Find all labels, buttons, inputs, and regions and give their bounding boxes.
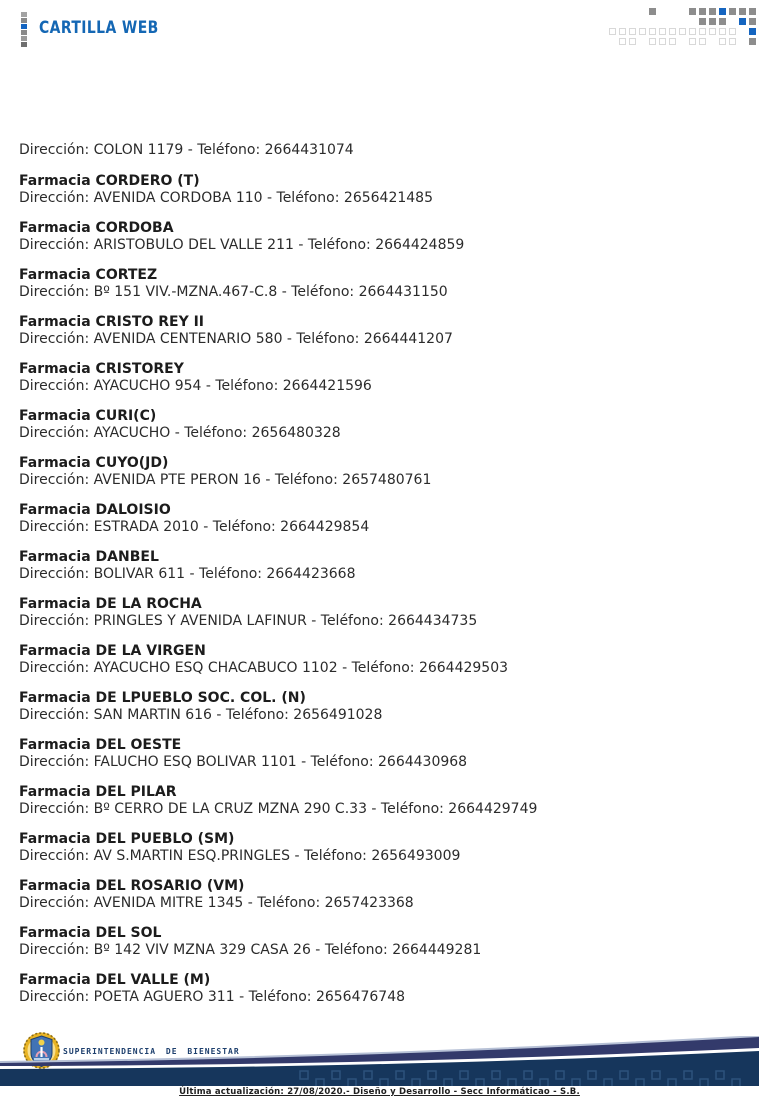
- pharmacy-name: Farmacia CRISTO REY II: [19, 314, 204, 330]
- pharmacy-entry: [19, 267, 749, 301]
- pharmacy-name: Farmacia CUYO(JD): [19, 455, 169, 471]
- page-footer: [0, 1026, 759, 1101]
- pharmacy-entries: [19, 173, 749, 1006]
- mosaic-square: [689, 38, 696, 45]
- mosaic-square: [699, 28, 706, 35]
- pharmacy-name: Farmacia CRISTOREY: [19, 361, 184, 377]
- mosaic-square: [619, 38, 626, 45]
- pharmacy-name: Farmacia DEL OESTE: [19, 737, 182, 753]
- pharmacy-address-phone: Dirección: Bº 151 VIV.-MZNA.467-C.8 - Teléfono: 2664431150: [19, 284, 448, 300]
- cartilla-web-logo: [21, 12, 185, 47]
- pharmacy-name: Farmacia DE LPUEBLO SOC. COL. (N): [19, 690, 306, 706]
- pharmacy-entry: [19, 925, 749, 959]
- pharmacy-name: Farmacia DANBEL: [19, 549, 159, 565]
- last-update-note: Última actualización: 27/08/2020.- Diseño y Desarrollo - Secc Informáticao - S.B.: [179, 1087, 580, 1097]
- pharmacy-entry: [19, 314, 749, 348]
- mosaic-square: [719, 38, 726, 45]
- mosaic-square: [689, 8, 696, 15]
- pharmacy-entry: [19, 831, 749, 865]
- pharmacy-name: Farmacia DE LA ROCHA: [19, 596, 202, 612]
- pharmacy-name: Farmacia DEL PUEBLO (SM): [19, 831, 235, 847]
- pharmacy-entry: [19, 502, 749, 536]
- pharmacy-name: Farmacia DEL SOL: [19, 925, 162, 941]
- mosaic-square: [669, 38, 676, 45]
- pharmacy-address-phone: Dirección: AYACUCHO - Teléfono: 2656480328: [19, 425, 341, 441]
- pharmacy-entry: [19, 220, 749, 254]
- mosaic-square: [689, 28, 696, 35]
- pharmacy-address-phone: Dirección: FALUCHO ESQ BOLIVAR 1101 - Teléfono: 2664430968: [19, 754, 468, 770]
- pharmacy-address-phone: Dirección: ESTRADA 2010 - Teléfono: 2664429854: [19, 519, 370, 535]
- mosaic-square: [729, 8, 736, 15]
- pharmacy-entry: [19, 455, 749, 489]
- pharmacy-address-phone: Dirección: AVENIDA MITRE 1345 - Teléfono: 2657423368: [19, 895, 414, 911]
- pharmacy-address-phone: Dirección: BOLIVAR 611 - Teléfono: 2664423668: [19, 566, 356, 582]
- pharmacy-address-phone: Dirección: AVENIDA CENTENARIO 580 - Teléfono: 2664441207: [19, 331, 453, 347]
- pharmacy-address-phone: Dirección: AYACUCHO ESQ CHACABUCO 1102 - Teléfono: 2664429503: [19, 660, 509, 676]
- pharmacy-entry: [19, 408, 749, 442]
- pharmacy-address-phone: Dirección: COLON 1179 - Teléfono: 2664431074: [19, 142, 354, 158]
- pharmacy-address-phone: Dirección: Bº 142 VIV MZNA 329 CASA 26 - Teléfono: 2664449281: [19, 942, 482, 958]
- mosaic-square: [629, 38, 636, 45]
- pharmacy-entry: [19, 784, 749, 818]
- pharmacy-address-phone: Dirección: ARISTOBULO DEL VALLE 211 - Teléfono: 2664424859: [19, 237, 465, 253]
- pharmacy-address-phone: Dirección: AVENIDA CORDOBA 110 - Teléfono: 2656421485: [19, 190, 433, 206]
- pharmacy-address-phone: Dirección: AVENIDA PTE PERON 16 - Teléfono: 2657480761: [19, 472, 432, 488]
- mosaic-square: [729, 38, 736, 45]
- pharmacy-entry: [19, 737, 749, 771]
- pharmacy-name: Farmacia DEL VALLE (M): [19, 972, 211, 988]
- organization-name: SUPERINTENDENCIA DE BIENESTAR: [63, 1047, 240, 1056]
- mosaic-square: [729, 28, 736, 35]
- pharmacy-name: Farmacia DALOISIO: [19, 502, 171, 518]
- pharmacy-name: Farmacia CORTEZ: [19, 267, 158, 283]
- mosaic-square: [739, 18, 746, 25]
- pharmacy-entry: [19, 173, 749, 207]
- mosaic-square: [749, 18, 756, 25]
- pharmacy-name: Farmacia CORDOBA: [19, 220, 174, 236]
- pharmacy-name: Farmacia DEL PILAR: [19, 784, 177, 800]
- mosaic-square: [749, 28, 756, 35]
- pharmacy-entry: [19, 549, 749, 583]
- mosaic-square: [749, 38, 756, 45]
- pharmacy-name: Farmacia CURI(C): [19, 408, 157, 424]
- mosaic-square: [679, 28, 686, 35]
- mosaic-square: [709, 18, 716, 25]
- pharmacy-address-phone: Dirección: AV S.MARTIN ESQ.PRINGLES - Teléfono: 2656493009: [19, 848, 461, 864]
- mosaic-square: [629, 28, 636, 35]
- mosaic-square: [649, 38, 656, 45]
- pharmacy-address-phone: Dirección: SAN MARTIN 616 - Teléfono: 2656491028: [19, 707, 383, 723]
- pharmacy-entry: [19, 690, 749, 724]
- mosaic-square: [699, 38, 706, 45]
- pharmacy-listing: [19, 142, 749, 1019]
- mosaic-square: [659, 28, 666, 35]
- mosaic-square: [719, 28, 726, 35]
- pharmacy-entry: [19, 643, 749, 677]
- mosaic-square: [719, 18, 726, 25]
- mosaic-square: [669, 28, 676, 35]
- mosaic-square: [649, 28, 656, 35]
- pharmacy-address-phone: Dirección: AYACUCHO 954 - Teléfono: 2664421596: [19, 378, 372, 394]
- decorative-squares-mosaic: [609, 8, 756, 45]
- mosaic-square: [639, 28, 646, 35]
- mosaic-square: [699, 18, 706, 25]
- pharmacy-name: Farmacia DE LA VIRGEN: [19, 643, 206, 659]
- mosaic-square: [739, 8, 746, 15]
- pharmacy-entry: [19, 596, 749, 630]
- mosaic-square: [749, 8, 756, 15]
- mosaic-square: [609, 28, 616, 35]
- mosaic-square: [649, 8, 656, 15]
- pharmacy-entry: [19, 361, 749, 395]
- pharmacy-entry: [19, 972, 749, 1006]
- mosaic-square: [709, 8, 716, 15]
- pharmacy-name: Farmacia CORDERO (T): [19, 173, 200, 189]
- brand-title: CARTILLA WEB: [39, 18, 159, 38]
- logo-squares-icon: [21, 12, 27, 47]
- mosaic-square: [709, 28, 716, 35]
- page-header: [0, 0, 759, 60]
- pharmacy-address-phone: Dirección: PRINGLES Y AVENIDA LAFINUR - Teléfono: 2664434735: [19, 613, 478, 629]
- footer-swoosh-graphic: [0, 1036, 759, 1086]
- pharmacy-name: Farmacia DEL ROSARIO (VM): [19, 878, 245, 894]
- mosaic-square: [659, 38, 666, 45]
- pharmacy-entry: [19, 878, 749, 912]
- mosaic-square: [719, 8, 726, 15]
- mosaic-square: [699, 8, 706, 15]
- mosaic-square: [619, 28, 626, 35]
- pharmacy-address-phone: Dirección: POETA AGUERO 311 - Teléfono: 2656476748: [19, 989, 406, 1005]
- pharmacy-address-phone: Dirección: Bº CERRO DE LA CRUZ MZNA 290 C.33 - Teléfono: 2664429749: [19, 801, 538, 817]
